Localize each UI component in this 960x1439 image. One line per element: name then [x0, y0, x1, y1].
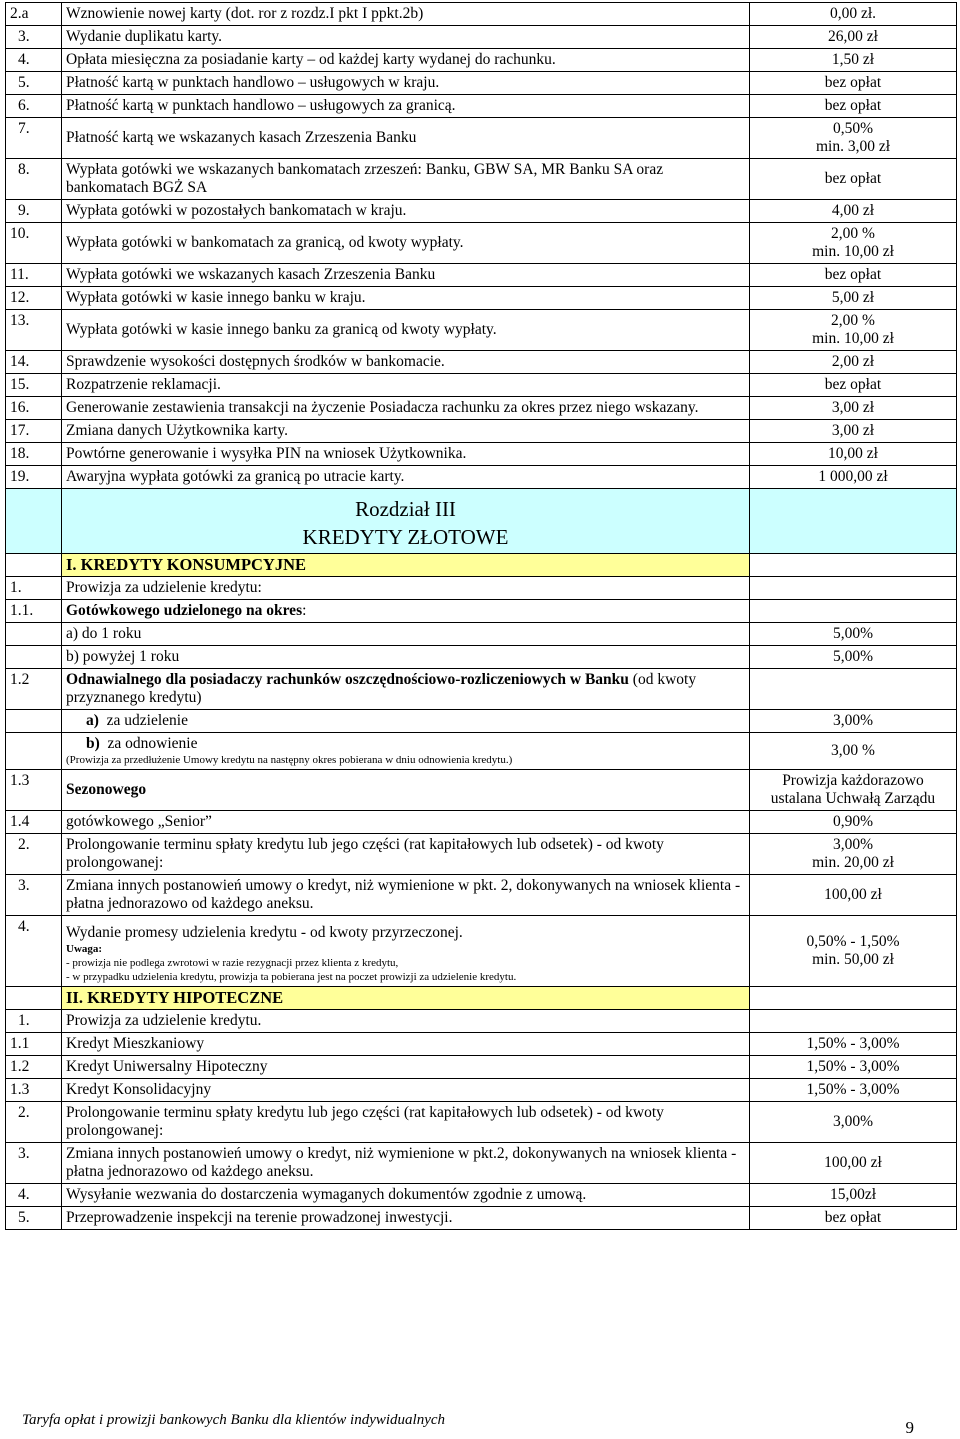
row-note: - prowizja nie podlega zwrotowi w razie rezygnacji przez klienta z kredytu, — [66, 957, 399, 969]
row-value: bez opłat — [750, 95, 957, 118]
row-description: Płatność kartą we wskazanych kasach Zrzeszenia Banku — [62, 118, 750, 159]
row-description: a) do 1 roku — [62, 623, 750, 646]
row-value: 3,00% — [750, 1102, 957, 1143]
row-number: 3. — [6, 26, 62, 49]
table-row — [6, 49, 957, 72]
table-row — [6, 834, 957, 875]
section-heading-row — [6, 987, 957, 1010]
row-number: 1.2 — [6, 1056, 62, 1079]
row-description: Kredyt Konsolidacyjny — [62, 1079, 750, 1102]
row-description: Prowizja za udzielenie kredytu. — [62, 1010, 750, 1033]
row-value: 100,00 zł — [750, 875, 957, 916]
row-value: 3,00 % — [750, 733, 957, 770]
row-note: (Prowizja za przedłużenie Umowy kredytu na następny okres pobierana w dniu odnowienia kredytu.) — [66, 754, 513, 766]
row-number: 1.1. — [6, 600, 62, 623]
row-description: Rozpatrzenie reklamacji. — [62, 374, 750, 397]
row-description: Gotówkowego udzielonego na okres: — [62, 600, 750, 623]
row-value: bez opłat — [750, 264, 957, 287]
table-row — [6, 351, 957, 374]
row-value: 3,00 zł — [750, 397, 957, 420]
row-number: 8. — [6, 159, 62, 200]
row-value: 1 000,00 zł — [750, 466, 957, 489]
table-row — [6, 710, 957, 733]
section-heading-row — [6, 554, 957, 577]
table-row — [6, 72, 957, 95]
table-row — [6, 600, 957, 623]
row-value: bez opłat — [750, 1207, 957, 1230]
row-description: Odnawialnego dla posiadaczy rachunków oszczędnościowo-rozliczeniowych w Banku (od kwoty przyznanego kredytu) — [62, 669, 750, 710]
row-number: 2. — [6, 1102, 62, 1143]
row-number: 9. — [6, 200, 62, 223]
row-number: 3. — [6, 1143, 62, 1184]
row-number: 4. — [6, 49, 62, 72]
row-description: Prolongowanie terminu spłaty kredytu lub jego części (rat kapitałowych lub odsetek) - od kwoty prolongowanej: — [62, 834, 750, 875]
table-row — [6, 374, 957, 397]
table-row — [6, 466, 957, 489]
row-description: Zmiana innych postanowień umowy o kredyt, niż wymienione w pkt.2, dokonywanych na wniosek klienta - płatna jednorazowo od każdego aneksu. — [62, 1143, 750, 1184]
row-number: 7. — [6, 118, 62, 159]
row-description: b) za odnowienie (Prowizja za przedłużenie Umowy kredytu na następny okres pobierana w dniu odnowienia kredytu.) — [62, 733, 750, 770]
fee-table — [5, 2, 957, 1230]
row-description: Opłata miesięczna za posiadanie karty – od każdej karty wydanej do rachunku. — [62, 49, 750, 72]
table-row — [6, 811, 957, 834]
row-description: Kredyt Mieszkaniowy — [62, 1033, 750, 1056]
row-description: Zmiana danych Użytkownika karty. — [62, 420, 750, 443]
row-description: Prowizja za udzielenie kredytu: — [62, 577, 750, 600]
table-row — [6, 3, 957, 26]
row-value: 2,00 % min. 10,00 zł — [750, 310, 957, 351]
row-description: Płatność kartą w punktach handlowo – usługowych za granicą. — [62, 95, 750, 118]
row-description: Przeprowadzenie inspekcji na terenie prowadzonej inwestycji. — [62, 1207, 750, 1230]
row-description: gotówkowego „Senior” — [62, 811, 750, 834]
row-number: 12. — [6, 287, 62, 310]
table-row — [6, 443, 957, 466]
table-row — [6, 1207, 957, 1230]
row-number: 4. — [6, 916, 62, 987]
table-row — [6, 95, 957, 118]
row-number: 10. — [6, 223, 62, 264]
row-value: 2,00 zł — [750, 351, 957, 374]
row-number: 16. — [6, 397, 62, 420]
row-value: Prowizja każdorazowo ustalana Uchwałą Zarządu — [750, 770, 957, 811]
table-row — [6, 646, 957, 669]
row-number: 5. — [6, 72, 62, 95]
row-number: 11. — [6, 264, 62, 287]
row-value: 3,00% — [750, 710, 957, 733]
row-description: Wypłata gotówki we wskazanych kasach Zrzeszenia Banku — [62, 264, 750, 287]
section-heading-mortgage: II. KREDYTY HIPOTECZNE — [62, 987, 750, 1010]
row-description: Wydanie duplikatu karty. — [62, 26, 750, 49]
row-value: 26,00 zł — [750, 26, 957, 49]
row-description: Kredyt Uniwersalny Hipoteczny — [62, 1056, 750, 1079]
credit-section-body — [6, 489, 957, 1230]
row-number: 18. — [6, 443, 62, 466]
chapter-subtitle: KREDYTY ZŁOTOWE — [302, 525, 509, 549]
row-value: bez opłat — [750, 374, 957, 397]
table-row — [6, 770, 957, 811]
row-value: 0,00 zł. — [750, 3, 957, 26]
table-row — [6, 623, 957, 646]
row-number: 1.4 — [6, 811, 62, 834]
table-row — [6, 159, 957, 200]
row-description: Sezonowego — [62, 770, 750, 811]
row-value: 1,50% - 3,00% — [750, 1056, 957, 1079]
table-row — [6, 26, 957, 49]
row-number: 2.a — [6, 3, 62, 26]
row-number: 4. — [6, 1184, 62, 1207]
table-row — [6, 669, 957, 710]
row-value: 5,00 zł — [750, 287, 957, 310]
row-value: bez opłat — [750, 159, 957, 200]
row-value: 1,50% - 3,00% — [750, 1079, 957, 1102]
row-number: 2. — [6, 834, 62, 875]
chapter-row — [6, 489, 957, 554]
row-description: Wznowienie nowej karty (dot. ror z rozdz.I pkt I ppkt.2b) — [62, 3, 750, 26]
table-row — [6, 223, 957, 264]
row-value: bez opłat — [750, 72, 957, 95]
table-row — [6, 1184, 957, 1207]
table-row — [6, 1143, 957, 1184]
row-note: - w przypadku udzielenia kredytu, prowizja ta pobierana jest na poczet prowizji za udzielenie kredytu. — [66, 971, 517, 983]
table-row — [6, 264, 957, 287]
row-value: 0,90% — [750, 811, 957, 834]
row-description: b) powyżej 1 roku — [62, 646, 750, 669]
row-description: Wydanie promesy udzielenia kredytu - od kwoty przyrzeczonej. Uwaga: - prowizja nie podlega zwrotowi w razie rezygnacji przez klienta z kredytu, - w przypadku udzielenia kredytu, prowizja ta pobierana jest na poczet prowizji za udzielenie kredytu. — [62, 916, 750, 987]
row-description: Awaryjna wypłata gotówki za granicą po utracie karty. — [62, 466, 750, 489]
row-value: 0,50% - 1,50% min. 50,00 zł — [750, 916, 957, 987]
table-row — [6, 1010, 957, 1033]
table-row — [6, 733, 957, 770]
table-row — [6, 1056, 957, 1079]
row-description: Wypłata gotówki w pozostałych bankomatach w kraju. — [62, 200, 750, 223]
card-fees-body — [6, 3, 957, 489]
row-number: 5. — [6, 1207, 62, 1230]
row-value: 10,00 zł — [750, 443, 957, 466]
table-row — [6, 577, 957, 600]
row-number: 1. — [6, 1010, 62, 1033]
row-value: 15,00zł — [750, 1184, 957, 1207]
row-note-label: Uwaga: — [66, 943, 103, 955]
row-value: 100,00 zł — [750, 1143, 957, 1184]
table-row — [6, 287, 957, 310]
chapter-title: Rozdział III — [355, 497, 456, 521]
row-number: 1.3 — [6, 770, 62, 811]
row-description: Generowanie zestawienia transakcji na życzenie Posiadacza rachunku za okres przez niego wskazany. — [62, 397, 750, 420]
page-number: 9 — [905, 1418, 914, 1437]
row-description: Wypłata gotówki w kasie innego banku w kraju. — [62, 287, 750, 310]
table-row — [6, 420, 957, 443]
row-value: 2,00 % min. 10,00 zł — [750, 223, 957, 264]
row-value: 5,00% — [750, 646, 957, 669]
row-description: Sprawdzenie wysokości dostępnych środków w bankomacie. — [62, 351, 750, 374]
row-value: 4,00 zł — [750, 200, 957, 223]
row-description: Wypłata gotówki w bankomatach za granicą, od kwoty wypłaty. — [62, 223, 750, 264]
row-description: Wypłata gotówki w kasie innego banku za granicą od kwoty wypłaty. — [62, 310, 750, 351]
table-row — [6, 118, 957, 159]
row-description: Prolongowanie terminu spłaty kredytu lub jego części (rat kapitałowych lub odsetek) - od kwoty prolongowanej: — [62, 1102, 750, 1143]
footer-title: Taryfa opłat i prowizji bankowych Banku dla klientów indywidualnych — [22, 1412, 446, 1428]
table-row — [6, 310, 957, 351]
row-number: 15. — [6, 374, 62, 397]
row-value: 0,50% min. 3,00 zł — [750, 118, 957, 159]
table-row — [6, 1102, 957, 1143]
row-description: a) za udzielenie — [62, 710, 750, 733]
row-number: 1.1 — [6, 1033, 62, 1056]
table-row — [6, 397, 957, 420]
row-number: 19. — [6, 466, 62, 489]
row-number: 1.3 — [6, 1079, 62, 1102]
row-number: 3. — [6, 875, 62, 916]
table-row — [6, 916, 957, 987]
row-value: 1,50 zł — [750, 49, 957, 72]
table-row — [6, 875, 957, 916]
row-value: 3,00 zł — [750, 420, 957, 443]
table-row — [6, 200, 957, 223]
row-description: Zmiana innych postanowień umowy o kredyt, niż wymienione w pkt. 2, dokonywanych na wniosek klienta - płatna jednorazowo od każdego aneksu. — [62, 875, 750, 916]
table-row — [6, 1079, 957, 1102]
row-description: Wypłata gotówki we wskazanych bankomatach zrzeszeń: Banku, GBW SA, MR Banku SA oraz bankomatach BGŻ SA — [62, 159, 750, 200]
row-number: 6. — [6, 95, 62, 118]
row-number: 17. — [6, 420, 62, 443]
row-description: Wysyłanie wezwania do dostarczenia wymaganych dokumentów zgodnie z umową. — [62, 1184, 750, 1207]
row-number: 1.2 — [6, 669, 62, 710]
row-number: 14. — [6, 351, 62, 374]
row-number: 1. — [6, 577, 62, 600]
row-description: Powtórne generowanie i wysyłka PIN na wniosek Użytkownika. — [62, 443, 750, 466]
table-row — [6, 1033, 957, 1056]
row-number: 13. — [6, 310, 62, 351]
row-value: 3,00% min. 20,00 zł — [750, 834, 957, 875]
row-description: Płatność kartą w punktach handlowo – usługowych w kraju. — [62, 72, 750, 95]
section-heading-consumer: I. KREDYTY KONSUMPCYJNE — [62, 554, 750, 577]
row-value: 5,00% — [750, 623, 957, 646]
chapter-heading — [62, 489, 750, 554]
row-value: 1,50% - 3,00% — [750, 1033, 957, 1056]
